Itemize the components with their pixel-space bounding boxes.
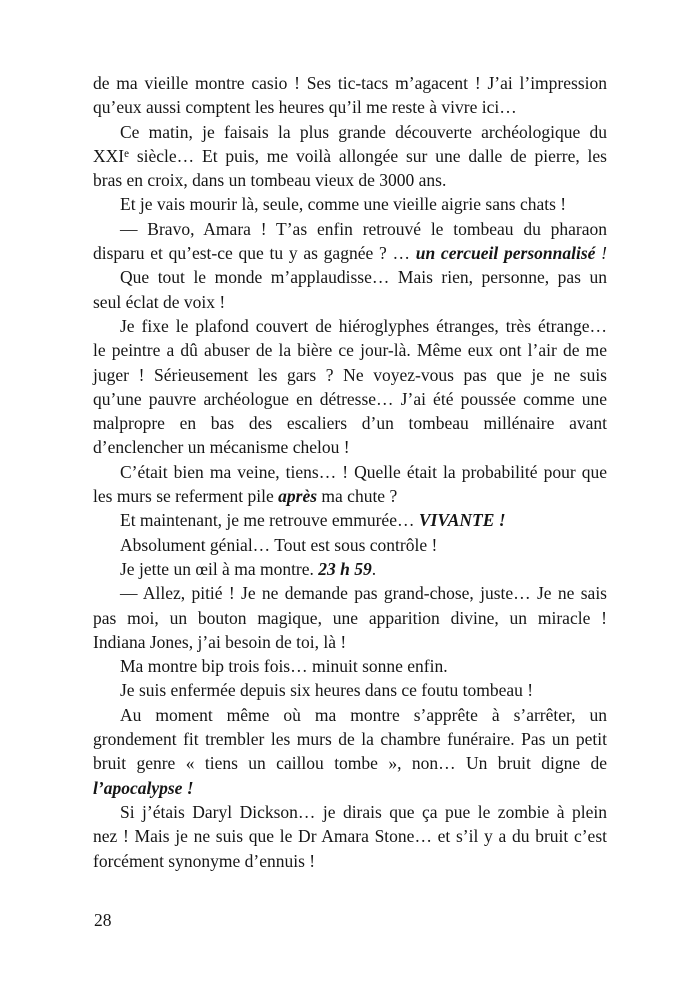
text-line	[93, 411, 607, 435]
text-run: Que tout le monde m’applaudisse… Mais rien, personne, pas un	[120, 267, 607, 288]
text-run: qu’une pauvre archéologue en détresse… J’ai été poussée comme une	[93, 388, 607, 409]
emphasis-text: !	[595, 243, 607, 264]
text-run: .	[371, 558, 377, 579]
text-line	[93, 630, 607, 654]
text-line	[93, 484, 607, 508]
paragraph	[93, 800, 607, 873]
text-run: pas moi, un bouton magique, une apparition divine, un miracle !	[93, 607, 607, 628]
text-run: nez ! Mais je ne suis que le Dr Amara Stone… et s’il y a du bruit c’est	[93, 826, 607, 847]
text-run: disparu et qu’est-ce que tu y as gagnée ? …	[93, 243, 416, 264]
text-run: — Bravo, Amara ! T’as enfin retrouvé le tombeau du pharaon	[120, 218, 607, 239]
paragraph	[93, 71, 607, 120]
text-run: XXI	[93, 145, 125, 166]
text-line	[93, 460, 607, 484]
text-line	[93, 120, 607, 144]
text-run: bras en croix, dans un tombeau vieux de 3000 ans.	[93, 170, 447, 191]
text-run: siècle… Et puis, me voilà allongée sur une dalle de pierre, les	[129, 145, 607, 166]
text-line	[93, 849, 607, 873]
text-line	[93, 192, 607, 216]
text-run: Et maintenant, je me retrouve emmurée…	[120, 510, 419, 531]
paragraph	[93, 557, 607, 581]
text-run: Ma montre bip trois fois… minuit sonne enfin.	[120, 656, 448, 677]
text-run: d’enclencher un mécanisme chelou !	[93, 437, 350, 458]
paragraph	[93, 581, 607, 654]
text-run: Au moment même où ma montre s’apprête à s’arrêter, un	[120, 704, 607, 725]
paragraph	[93, 217, 607, 266]
text-line	[93, 387, 607, 411]
superscript-text: e	[124, 148, 129, 161]
paragraph	[93, 533, 607, 557]
text-run: forcément synonyme d’ennuis !	[93, 850, 316, 871]
text-run: Je suis enfermée depuis six heures dans ce foutu tombeau !	[120, 680, 534, 701]
paragraph	[93, 508, 607, 532]
text-run: malpropre en bas des escaliers d’un tombeau millénaire avant	[93, 413, 607, 434]
text-run: de ma vieille montre casio ! Ses tic-tacs m’agacent ! J’ai l’impression	[93, 73, 607, 93]
text-line	[93, 703, 607, 727]
text-line	[93, 727, 607, 751]
paragraph	[93, 192, 607, 216]
paragraph	[93, 314, 607, 460]
emphasis-text: 23 h 59	[318, 558, 372, 579]
paragraph	[93, 460, 607, 509]
emphasis-text: un cercueil personnalisé	[415, 243, 596, 264]
text-run: Je jette un œil à ma montre.	[120, 558, 319, 579]
text-run: seul éclat de voix !	[93, 291, 226, 312]
text-line	[93, 144, 607, 168]
text-line	[93, 557, 607, 581]
text-run: qu’eux aussi comptent les heures qu’il me reste à vivre ici…	[93, 97, 517, 118]
text-line	[93, 678, 607, 702]
paragraph	[93, 678, 607, 702]
emphasis-text: VIVANTE !	[418, 510, 506, 531]
text-run: Absolument génial… Tout est sous contrôle !	[120, 534, 438, 555]
text-line	[93, 435, 607, 459]
page-text	[93, 71, 607, 873]
text-line	[93, 776, 607, 800]
paragraph	[93, 654, 607, 678]
text-line	[93, 290, 607, 314]
text-run: Ce matin, je faisais la plus grande découverte archéologique du	[120, 121, 607, 142]
text-line	[93, 508, 607, 532]
emphasis-text: après	[278, 486, 318, 507]
text-run: le peintre a dû abuser de la bière ce jour-là. Même eux ont l’air de me	[93, 340, 607, 361]
text-line	[93, 95, 607, 119]
text-line	[93, 168, 607, 192]
text-line	[93, 71, 607, 95]
text-line	[93, 217, 607, 241]
text-line	[93, 824, 607, 848]
text-run: les murs se referment pile	[93, 486, 279, 507]
text-run: grondement fit trembler les murs de la chambre funéraire. Pas un petit	[93, 729, 607, 750]
text-line	[93, 581, 607, 605]
text-line	[93, 751, 607, 775]
text-run: juger ! Sérieusement les gars ? Ne voyez-vous pas que je ne suis	[93, 364, 607, 385]
text-run: Je fixe le plafond couvert de hiéroglyphes étranges, très étrange…	[120, 315, 607, 336]
text-line	[93, 606, 607, 630]
text-line	[93, 265, 607, 289]
page-number: 28	[94, 910, 112, 930]
text-line	[93, 338, 607, 362]
text-line	[93, 654, 607, 678]
paragraph	[93, 703, 607, 800]
text-run: Et je vais mourir là, seule, comme une vieille aigrie sans chats !	[120, 194, 567, 215]
text-line	[93, 241, 607, 265]
emphasis-text: l’apocalypse !	[93, 777, 194, 798]
text-run: — Allez, pitié ! Je ne demande pas grand-chose, juste… Je ne sais	[120, 583, 607, 604]
text-line	[93, 363, 607, 387]
text-run: ma chute ?	[317, 486, 398, 507]
text-line	[93, 533, 607, 557]
text-line	[93, 800, 607, 824]
paragraph	[93, 120, 607, 193]
paragraph	[93, 265, 607, 314]
text-run: Indiana Jones, j’ai besoin de toi, là !	[93, 631, 347, 652]
text-run: Si j’étais Daryl Dickson… je dirais que ça pue le zombie à plein	[120, 801, 607, 822]
text-line	[93, 314, 607, 338]
text-run: bruit genre « tiens un caillou tombe », non… Un bruit digne de	[93, 753, 607, 774]
text-run: C’était bien ma veine, tiens… ! Quelle était la probabilité pour que	[120, 461, 607, 482]
